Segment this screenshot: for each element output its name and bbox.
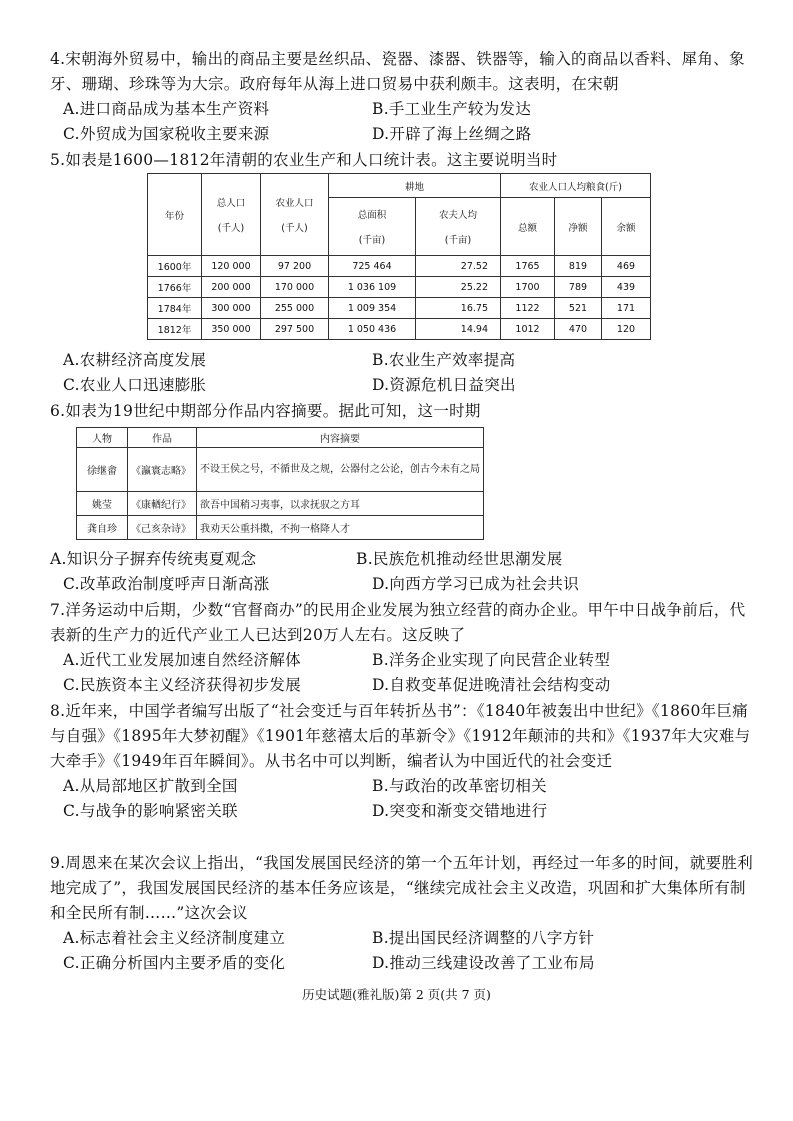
option-d[interactable]: D.突变和渐变交错地进行 <box>372 802 548 820</box>
cell: 姚莹 <box>77 492 128 516</box>
header-net: 净额 <box>555 198 602 256</box>
cell: 《瀛寰志略》 <box>128 448 197 492</box>
works-summary-table <box>76 427 484 540</box>
cell: 14.94 <box>416 319 501 340</box>
table-row <box>148 256 651 277</box>
table-row <box>148 277 651 298</box>
option-b[interactable]: B.农业生产效率提高 <box>372 351 516 369</box>
option-c[interactable]: C.农业人口迅速膨胀 <box>63 376 207 394</box>
question-stem: 4.宋朝海外贸易中，输出的商品主要是丝织品、瓷器、漆器、铁器等，输入的商品以香料、犀角、象牙、珊瑚、珍珠等为大宗。政府每年从海上进口贸易中获利颇丰。这表明，在宋朝 <box>50 50 745 93</box>
option-d[interactable]: D.自救变革促进晚清社会结构变动 <box>372 676 611 694</box>
header-land-avg: 农夫人均 (千亩) <box>416 198 501 256</box>
cell: 1812年 <box>148 319 202 340</box>
cell: 97 200 <box>261 256 329 277</box>
cell: 350 000 <box>202 319 261 340</box>
option-c[interactable]: C.民族资本主义经济获得初步发展 <box>63 676 302 694</box>
question-stem: 6.如表为19世纪中期部分作品内容摘要。据此可知，这一时期 <box>50 402 481 420</box>
question-6 <box>50 399 760 424</box>
cell: 不设王侯之号，不循世及之规，公器付之公论，创古今未有之局 <box>197 448 484 492</box>
option-a[interactable]: A.近代工业发展加速自然经济解体 <box>63 651 301 669</box>
cell: 725 464 <box>329 256 416 277</box>
cell: 欲吾中国稍习夷事，以求抚驭之方耳 <box>197 492 484 516</box>
cell: 徐继畬 <box>77 448 128 492</box>
cell: 255 000 <box>261 298 329 319</box>
question-7 <box>50 598 760 698</box>
cell: 789 <box>555 277 602 298</box>
question-stem: 9.周恩来在某次会议上指出，“我国发展国民经济的第一个五年计划，再经过一年多的时间，就要胜利地完成了”，我国发展国民经济的基本任务应该是，“继续完成社会主义改造，巩固和扩大集体所有制和全民所有制……”这次会议 <box>50 854 754 922</box>
cell: 1012 <box>501 319 555 340</box>
cell: 1 036 109 <box>329 277 416 298</box>
cell: 1784年 <box>148 298 202 319</box>
option-a[interactable]: A.从局部地区扩散到全国 <box>63 777 238 795</box>
option-c[interactable]: C.外贸成为国家税收主要来源 <box>63 125 270 143</box>
cell: 200 000 <box>202 277 261 298</box>
option-c[interactable]: C.改革政治制度呼声日渐高涨 <box>63 575 270 593</box>
option-a[interactable]: A.农耕经济高度发展 <box>63 351 207 369</box>
options <box>50 348 760 398</box>
question-9 <box>50 851 760 976</box>
table-row <box>148 319 651 340</box>
page-footer: 历史试题(雅礼版)第 2 页(共 7 页) <box>302 987 491 1002</box>
question-4 <box>50 47 760 147</box>
cell: 16.75 <box>416 298 501 319</box>
cell: 300 000 <box>202 298 261 319</box>
cell: 819 <box>555 256 602 277</box>
cell: 1766年 <box>148 277 202 298</box>
cell: 1700 <box>501 277 555 298</box>
option-b[interactable]: B.民族危机推动经世思潮发展 <box>356 550 563 568</box>
table-row <box>77 492 484 516</box>
options <box>50 648 760 698</box>
cell: 我劝天公重抖擞，不拘一格降人才 <box>197 516 484 540</box>
cell: 171 <box>602 298 651 319</box>
table-row <box>77 516 484 540</box>
cell: 470 <box>555 319 602 340</box>
cell: 25.22 <box>416 277 501 298</box>
header-summary: 内容摘要 <box>197 428 484 448</box>
option-b[interactable]: B.与政治的改革密切相关 <box>372 777 547 795</box>
options <box>50 547 760 597</box>
option-d[interactable]: D.资源危机日益突出 <box>372 376 516 394</box>
option-c[interactable]: C.与战争的影响紧密关联 <box>63 802 238 820</box>
question-stem: 5.如表是1600—1812年清朝的农业生产和人口统计表。这主要说明当时 <box>50 151 558 169</box>
option-b[interactable]: B.提出国民经济调整的八字方针 <box>372 929 595 947</box>
option-c[interactable]: C.正确分析国内主要矛盾的变化 <box>63 954 286 972</box>
header-year: 年份 <box>148 174 202 256</box>
header-agri-population: 农业人口 (千人) <box>261 174 329 256</box>
option-a[interactable]: A.进口商品成为基本生产资料 <box>63 100 270 118</box>
cell: 120 000 <box>202 256 261 277</box>
cell: 120 <box>602 319 651 340</box>
cell: 1600年 <box>148 256 202 277</box>
options <box>50 97 760 147</box>
cell: 469 <box>602 256 651 277</box>
cell: 《己亥杂诗》 <box>128 516 197 540</box>
options <box>50 926 760 976</box>
header-work: 作品 <box>128 428 197 448</box>
option-a[interactable]: A.知识分子摒弃传统夷夏观念 <box>50 550 257 568</box>
header-grain-per-capita: 农业人口人均粮食(斤) <box>501 174 651 198</box>
option-d[interactable]: D.向西方学习已成为社会共识 <box>372 575 580 593</box>
table-row <box>148 298 651 319</box>
question-5-options <box>50 348 760 398</box>
cell: 1122 <box>501 298 555 319</box>
header-farmland: 耕地 <box>329 174 501 198</box>
cell: 1 009 354 <box>329 298 416 319</box>
cell: 27.52 <box>416 256 501 277</box>
header-surplus: 余额 <box>602 198 651 256</box>
option-b[interactable]: B.洋务企业实现了向民营企业转型 <box>372 651 611 669</box>
cell: 1 050 436 <box>329 319 416 340</box>
cell: 龚自珍 <box>77 516 128 540</box>
cell: 1765 <box>501 256 555 277</box>
cell: 439 <box>602 277 651 298</box>
options <box>50 774 760 824</box>
question-6-options <box>50 547 760 597</box>
header-land-total: 总面积 (千亩) <box>329 198 416 256</box>
question-stem: 7.洋务运动中后期，少数“官督商办”的民用企业发展为独立经营的商办企业。甲午中日战争前后，代表新的生产力的近代产业工人已达到20万人左右。这反映了 <box>50 601 746 644</box>
question-5 <box>50 148 760 173</box>
header-person: 人物 <box>77 428 128 448</box>
option-a[interactable]: A.标志着社会主义经济制度建立 <box>63 929 286 947</box>
cell: 297 500 <box>261 319 329 340</box>
table-row <box>77 448 484 492</box>
option-d[interactable]: D.开辟了海上丝绸之路 <box>372 125 532 143</box>
cell: 《康輶纪行》 <box>128 492 197 516</box>
question-stem: 8.近年来，中国学者编写出版了“社会变迁与百年转折丛书”：《1840年被轰出中世纪》《1860年巨痛与自强》《1895年大梦初醒》《1901年慈禧太后的革新令》《1912年颠沛的共和》《1937年大灾难与大牵手》《1949年百年瞬间》。从书名中可以判断，编者认为中国近代的社会变迁 <box>50 702 751 770</box>
agriculture-population-table <box>147 173 651 340</box>
option-b[interactable]: B.手工业生产较为发达 <box>372 100 532 118</box>
option-d[interactable]: D.推动三线建设改善了工业布局 <box>372 954 595 972</box>
cell: 521 <box>555 298 602 319</box>
header-total-population: 总人口 (千人) <box>202 174 261 256</box>
header-gross: 总额 <box>501 198 555 256</box>
question-8 <box>50 699 760 824</box>
cell: 170 000 <box>261 277 329 298</box>
